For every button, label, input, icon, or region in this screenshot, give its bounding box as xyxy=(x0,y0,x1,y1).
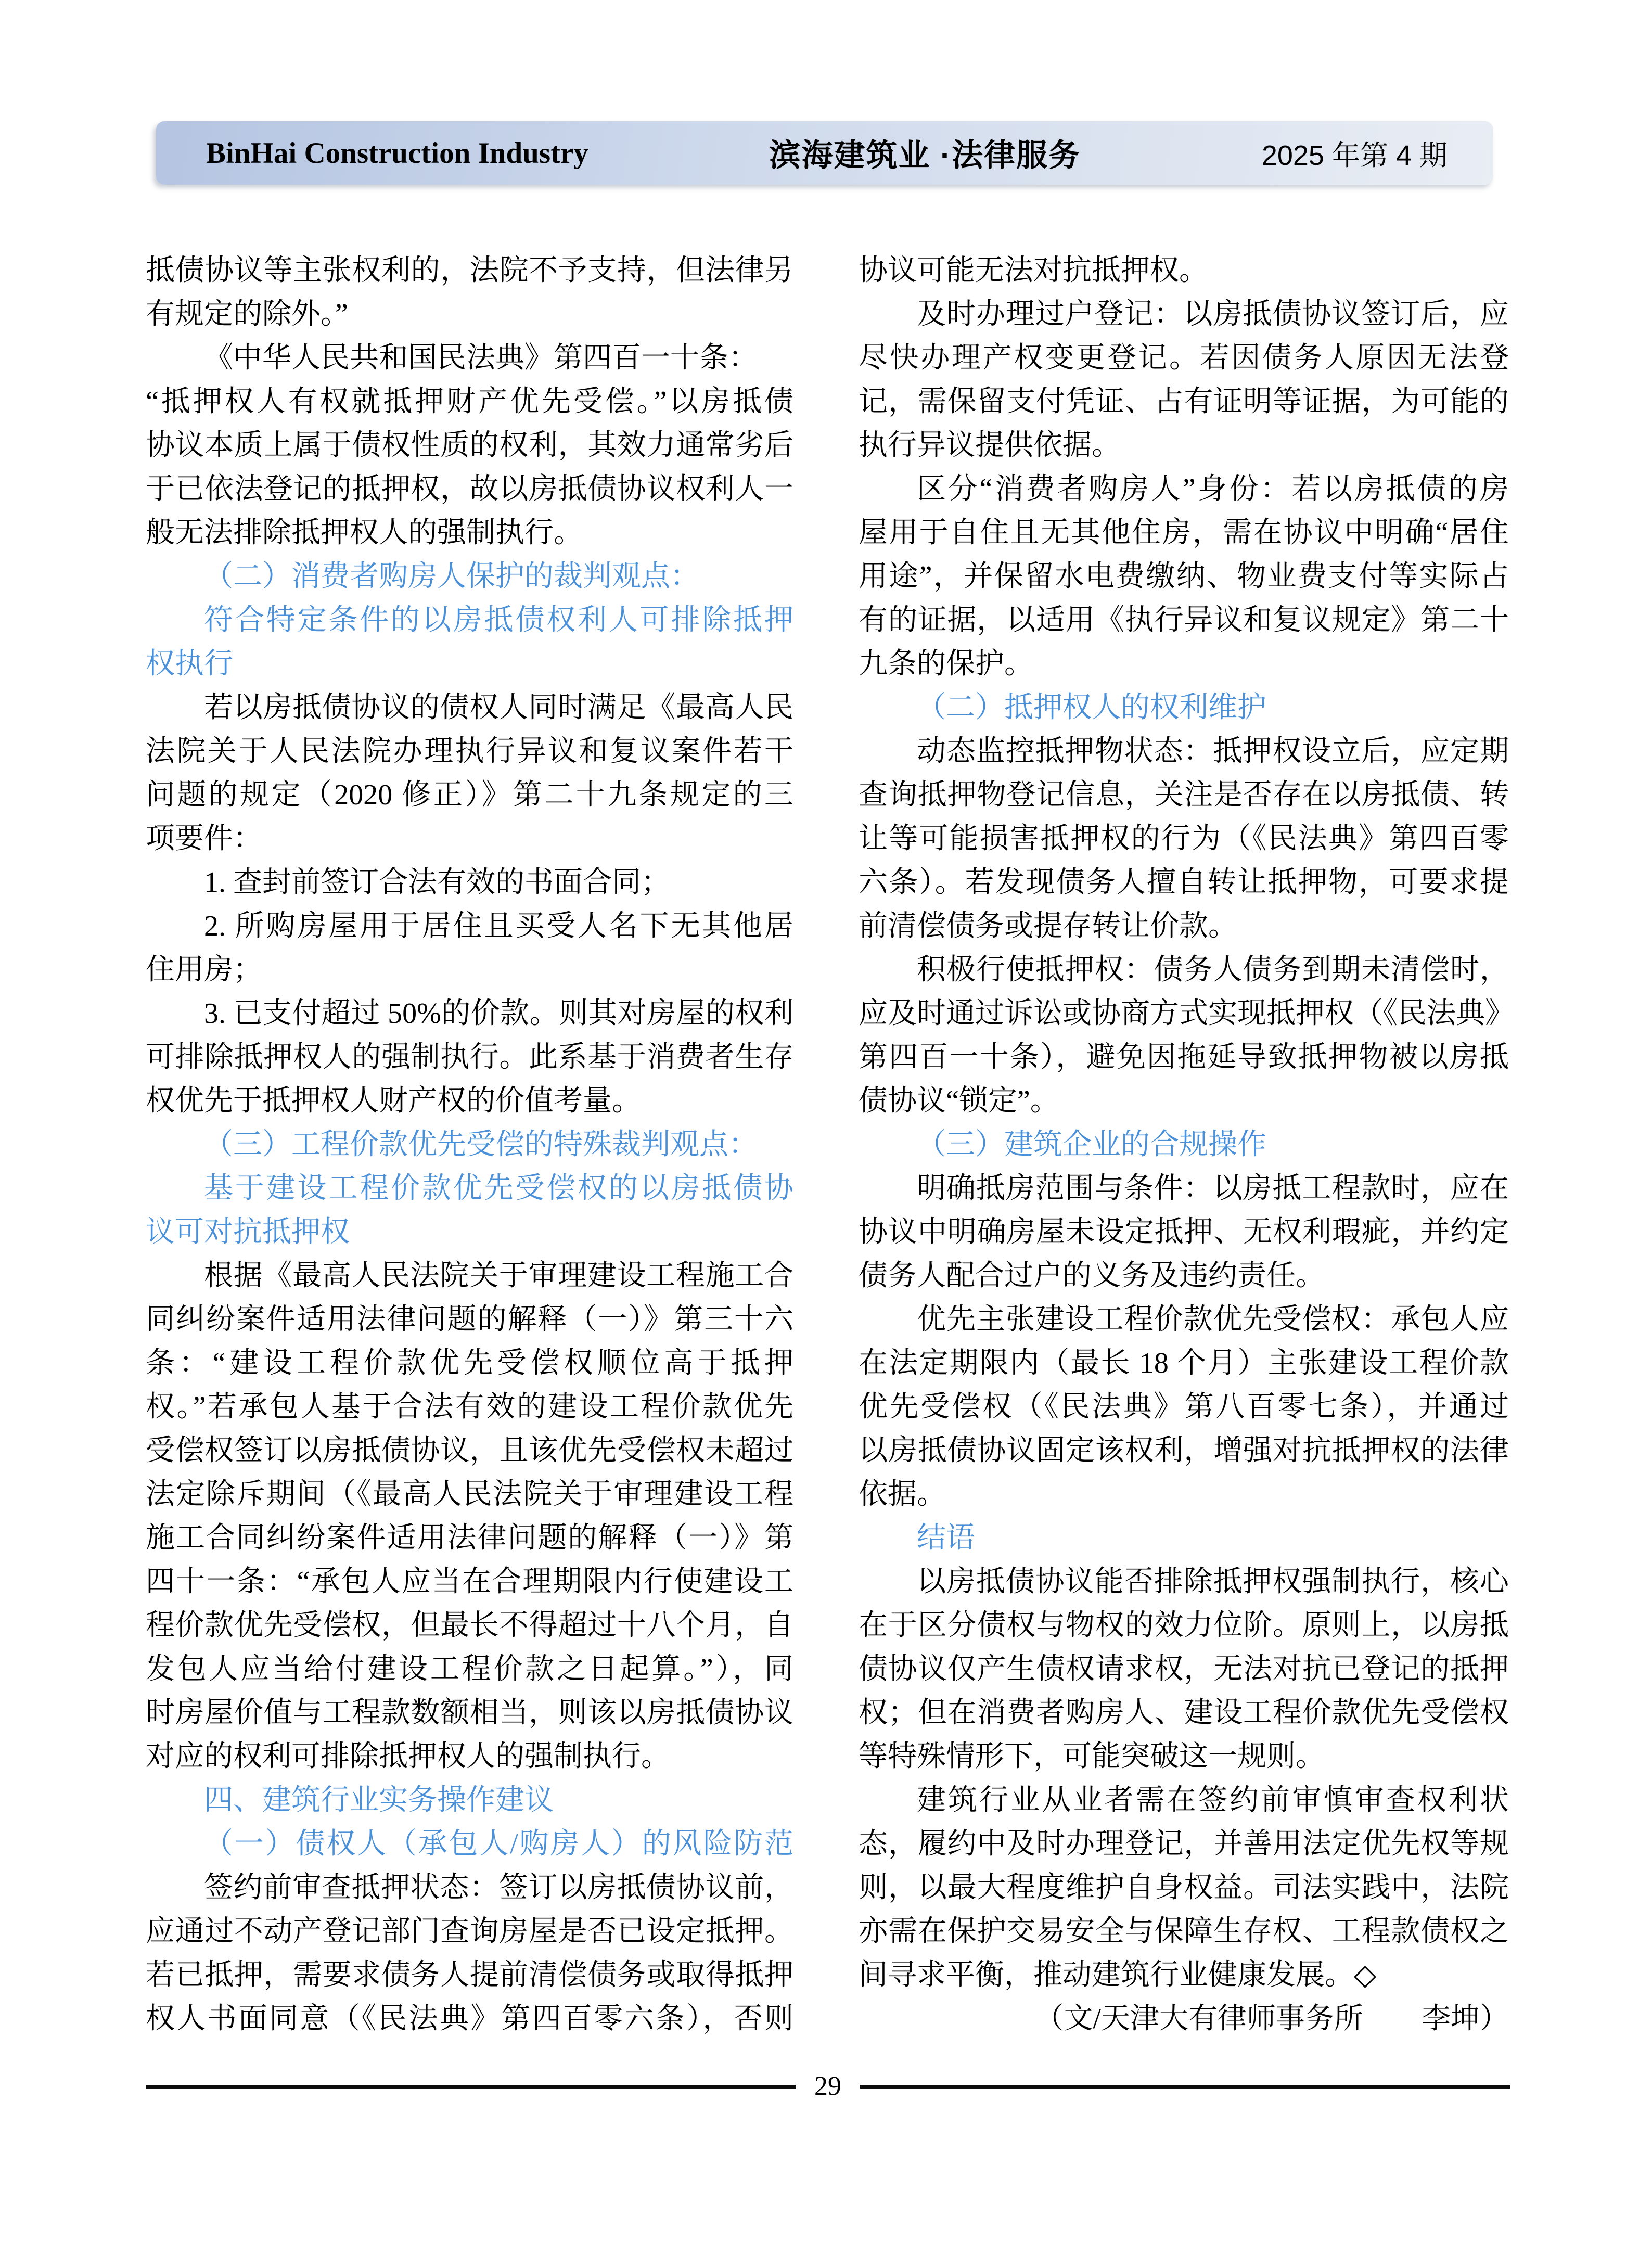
body-text-line: 受偿权签订以房抵债协议，且该优先受偿权未超过 xyxy=(146,1434,793,1467)
section-heading-line: 议可对抗抵押权 xyxy=(146,1216,350,1248)
section-heading-line: 结语 xyxy=(917,1522,975,1554)
body-text-line: 抵债协议等主张权利的，法院不予支持，但法律另 xyxy=(146,254,793,287)
body-text-line: 优先主张建设工程价款优先受偿权：承包人应 xyxy=(917,1303,1509,1336)
body-text-line: 根据《最高人民法院关于审理建设工程施工合 xyxy=(204,1260,793,1292)
body-text-line: 让等可能损害抵押权的行为（《民法典》第四百零 xyxy=(859,823,1509,855)
body-text-line: 1. 查封前签订合法有效的书面合同； xyxy=(204,866,670,899)
body-text-line: 第四百一十条），避免因拖延导致抵押物被以房抵 xyxy=(859,1041,1509,1073)
body-text-line: 前清偿债务或提存转让价款。 xyxy=(859,910,1237,942)
body-text-line: 四十一条：“承包人应当在合理期限内行使建设工 xyxy=(146,1566,793,1598)
body-text-line: 动态监控抵押物状态：抵押权设立后，应定期 xyxy=(917,735,1509,767)
body-text-line: 条：“建设工程价款优先受偿权顺位高于抵押 xyxy=(146,1347,793,1379)
body-text-line: 及时办理过户登记：以房抵债协议签订后，应 xyxy=(917,298,1509,330)
body-text-line: 权。”若承包人基于合法有效的建设工程价款优先 xyxy=(146,1391,793,1423)
issue-number: 2025 年第 4 期 xyxy=(1261,139,1448,171)
body-text-line: 债协议“锁定”。 xyxy=(859,1085,1059,1117)
body-text-line: 在于区分债权与物权的效力位阶。原则上，以房抵 xyxy=(859,1609,1509,1642)
body-text-line: 时房屋价值与工程款数额相当，则该以房抵债协议 xyxy=(146,1697,793,1729)
body-text-line: 对应的权利可排除抵押权人的强制执行。 xyxy=(146,1740,670,1773)
section-heading-line: 四、建筑行业实务操作建议 xyxy=(204,1784,554,1816)
body-text-line: 屋用于自住且无其他住房，需在协议中明确“居住 xyxy=(859,517,1509,549)
body-text-line: 项要件： xyxy=(146,823,262,855)
body-text-line: 有规定的除外。” xyxy=(146,298,348,330)
body-text-line: 等特殊情形下，可能突破这一规则。 xyxy=(859,1740,1325,1773)
section-heading-line: 基于建设工程价款优先受偿权的以房抵债协 xyxy=(204,1172,793,1205)
body-text-line: 依据。 xyxy=(859,1478,946,1510)
footer-rule-left xyxy=(146,2085,796,2089)
text-column-left xyxy=(146,249,793,2041)
footer-rule-right xyxy=(860,2085,1510,2089)
body-text-line: 用途”，并保留水电费缴纳、物业费支付等实际占 xyxy=(859,560,1509,593)
body-text-line: 明确抵房范围与条件：以房抵工程款时，应在 xyxy=(917,1172,1509,1205)
text-column-right xyxy=(859,249,1514,2041)
body-text-line: 以房抵债协议能否排除抵押权强制执行，核心 xyxy=(917,1566,1509,1598)
body-text-line: 尽快办理产权变更登记。若因债务人原因无法登 xyxy=(859,342,1509,374)
body-text-line: 3. 已支付超过 50%的价款。则其对房屋的权利 xyxy=(204,997,793,1030)
body-text-line: 六条）。若发现债务人擅自转让抵押物，可要求提 xyxy=(859,866,1509,899)
body-text-line: “抵押权人有权就抵押财产优先受偿。”以房抵债 xyxy=(146,386,793,418)
section-heading-line: （一）债权人（承包人/购房人）的风险防范 xyxy=(204,1828,793,1860)
page-footer xyxy=(146,2069,1510,2104)
body-text-line: 债务人配合过户的义务及违约责任。 xyxy=(859,1260,1325,1292)
body-text-line: 亦需在保护交易安全与保障生存权、工程款债权之 xyxy=(859,1915,1509,1948)
body-text-line: 法定除斥期间（《最高人民法院关于审理建设工程 xyxy=(146,1478,793,1510)
body-text-line: 以房抵债协议固定该权利，增强对抗抵押权的法律 xyxy=(859,1434,1509,1467)
body-text-line: 记，需保留支付凭证、占有证明等证据，为可能的 xyxy=(859,386,1509,418)
body-text-line: 2. 所购房屋用于居住且买受人名下无其他居 xyxy=(204,910,793,942)
body-text-line: 住用房； xyxy=(146,954,262,986)
body-text-line: 程价款优先受偿权，但最长不得超过十八个月，自 xyxy=(146,1609,793,1642)
section-heading-line: （二）抵押权人的权利维护 xyxy=(917,691,1266,724)
body-text-line: 债协议仅产生债权请求权，无法对抗已登记的抵押 xyxy=(859,1653,1509,1685)
page-number: 29 xyxy=(814,2071,841,2101)
body-text-line: 积极行使抵押权：债务人债务到期未清偿时， xyxy=(917,954,1509,986)
body-text-line: 发包人应当给付建设工程价款之日起算。”），同 xyxy=(146,1653,793,1685)
body-text-line: 有的证据，以适用《执行异议和复议规定》第二十 xyxy=(859,604,1509,636)
section-heading-line: （三）工程价款优先受偿的特殊裁判观点： xyxy=(204,1129,758,1161)
body-text-line: 则，以最大程度维护自身权益。司法实践中，法院 xyxy=(859,1872,1509,1904)
body-text-line: （文/天津大有律师事务所 李坤） xyxy=(1034,2003,1509,2035)
body-text-line: 同纠纷案件适用法律问题的解释（一）》第三十六 xyxy=(146,1303,793,1336)
body-text-line: 权；但在消费者购房人、建设工程价款优先受偿权 xyxy=(859,1697,1509,1729)
body-text-line: 《中华人民共和国民法典》第四百一十条： xyxy=(204,342,758,374)
body-text-line: 建筑行业从业者需在签约前审慎审查权利状 xyxy=(917,1784,1509,1816)
body-text-line: 在法定期限内（最长 18 个月）主张建设工程价款 xyxy=(859,1347,1509,1379)
body-text-line: 般无法排除抵押权人的强制执行。 xyxy=(146,517,583,549)
body-text-line: 协议可能无法对抗抵押权。 xyxy=(859,254,1208,287)
body-text-line: 可排除抵押权人的强制执行。此系基于消费者生存 xyxy=(146,1041,793,1073)
body-text-line: 协议本质上属于债权性质的权利，其效力通常劣后 xyxy=(146,429,793,462)
body-text-line: 问题的规定（2020 修正）》第二十九条规定的三 xyxy=(146,779,793,811)
journal-name-english: BinHai Construction Industry xyxy=(206,136,588,170)
body-text-line: 九条的保护。 xyxy=(859,648,1033,680)
body-text-line: 执行异议提供依据。 xyxy=(859,429,1121,462)
body-text-line: 若已抵押，需要求债务人提前清偿债务或取得抵押 xyxy=(146,1959,793,1991)
section-heading-line: （二）消费者购房人保护的裁判观点： xyxy=(204,560,699,593)
body-text-line: 权人书面同意（《民法典》第四百零六条），否则 xyxy=(146,2003,793,2035)
body-text-line: 区分“消费者购房人”身份：若以房抵债的房 xyxy=(917,473,1509,505)
section-heading-line: （三）建筑企业的合规操作 xyxy=(917,1129,1266,1161)
body-text-line: 应及时通过诉讼或协商方式实现抵押权（《民法典》 xyxy=(859,997,1514,1030)
body-text-line: 应通过不动产登记部门查询房屋是否已设定抵押。 xyxy=(146,1915,793,1948)
body-text-line: 态，履约中及时办理登记，并善用法定优先权等规 xyxy=(859,1828,1509,1860)
section-title: 滨海建筑业 ·法律服务 xyxy=(769,138,1081,173)
body-text-line: 间寻求平衡，推动建筑行业健康发展。◇ xyxy=(859,1959,1377,1991)
body-text-line: 施工合同纠纷案件适用法律问题的解释（一）》第 xyxy=(146,1522,793,1554)
section-heading-line: 符合特定条件的以房抵债权利人可排除抵押 xyxy=(204,604,793,636)
body-text-line: 优先受偿权（《民法典》第八百零七条），并通过 xyxy=(859,1391,1509,1423)
page-header-bar xyxy=(156,121,1493,185)
body-text-line: 权优先于抵押权人财产权的价值考量。 xyxy=(146,1085,641,1117)
body-text-line: 若以房抵债协议的债权人同时满足《最高人民 xyxy=(204,691,793,724)
body-text-line: 查询抵押物登记信息，关注是否存在以房抵债、转 xyxy=(859,779,1509,811)
body-text-line: 协议中明确房屋未设定抵押、无权利瑕疵，并约定 xyxy=(859,1216,1509,1248)
body-text-line: 法院关于人民法院办理执行异议和复议案件若干 xyxy=(146,735,793,767)
body-text-line: 于已依法登记的抵押权，故以房抵债协议权利人一 xyxy=(146,473,793,505)
section-heading-line: 权执行 xyxy=(146,648,233,680)
body-text-line: 签约前审查抵押状态：签订以房抵债协议前， xyxy=(204,1872,793,1904)
